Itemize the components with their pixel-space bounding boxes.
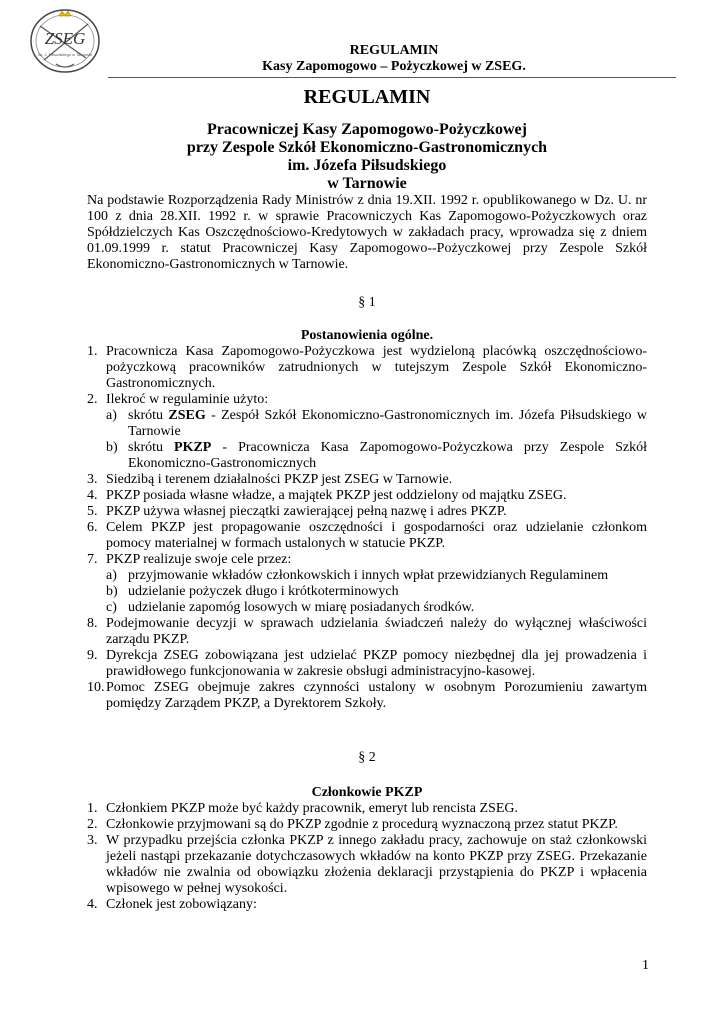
subtitle-line: przy Zespole Szkół Ekonomiczno-Gastronomicznych — [186, 139, 548, 156]
document-body — [87, 86, 647, 913]
sub-item-letter: a) — [106, 408, 117, 423]
header-divider — [108, 77, 676, 78]
item-number: 3. — [87, 833, 98, 848]
document-subtitle — [87, 121, 647, 193]
item-text: Ilekroć w regulaminie użyto: — [106, 392, 269, 407]
page-header — [120, 43, 668, 75]
section1-title: Postanowienia ogólne. — [300, 328, 434, 343]
sub-item-letter: b) — [106, 584, 118, 599]
item-number: 2. — [87, 392, 98, 407]
sub-item — [106, 568, 647, 584]
list-item — [87, 680, 647, 712]
item-text: Pracownicza Kasa Zapomogowo-Pożyczkowa jest wydzieloną placówką oszczędnościowo-pożyczkową pracowników zatrudnionych w tutejszym Zespole Szkół Ekonomiczno-Gastronomicznych. — [106, 344, 647, 391]
sub-item — [106, 408, 647, 440]
section1-mark: § 1 — [358, 295, 376, 310]
list-item — [87, 488, 647, 504]
list-item — [87, 472, 647, 488]
item-text: PKZP posiada własne władze, a majątek PKZP jest oddzielony od majątku ZSEG. — [106, 488, 567, 503]
header-line1: REGULAMIN — [349, 43, 439, 58]
item-number: 10. — [87, 680, 105, 695]
subtitle-line: Pracowniczej Kasy Zapomogowo-Pożyczkowej — [207, 121, 527, 138]
list-item — [87, 897, 647, 913]
section2-mark: § 2 — [358, 750, 376, 765]
item-text: Dyrekcja ZSEG zobowiązana jest udzielać PKZP pomocy niezbędnej dla jej prowadzenia i prawidłowego funkcjonowania w zakresie obsługi administracyjno-kasowej. — [106, 648, 647, 679]
item-text: Członek jest zobowiązany: — [106, 897, 257, 912]
abbreviation: ZSEG — [168, 408, 206, 423]
list-item — [87, 648, 647, 680]
sub-item-text: przyjmowanie wkładów członkowskich i innych wpłat przewidzianych Regulaminem — [128, 568, 609, 583]
item-number: 4. — [87, 488, 98, 503]
sub-item-text: udzielanie pożyczek długo i krótkoterminowych — [128, 584, 399, 599]
item-number: 4. — [87, 897, 98, 912]
sub-item-text: skrótu — [128, 440, 175, 455]
list-item — [87, 344, 647, 392]
item-text: Siedzibą i terenem działalności PKZP jest ZSEG w Tarnowie. — [106, 472, 453, 487]
sub-item-text: - Pracownicza Kasa Zapomogowo-Pożyczkowa przy Zespole Szkół Ekonomiczno-Gastronomicznych — [128, 440, 647, 471]
list-item — [87, 833, 647, 897]
sub-item — [106, 584, 647, 600]
sub-item-text: skrótu — [128, 408, 169, 423]
school-logo — [26, 6, 104, 76]
item-text: Członkowie przyjmowani są do PKZP zgodnie z procedurą wyznaczoną przez statut PKZP. — [106, 817, 618, 832]
header-line2: Kasy Zapomogowo – Pożyczkowej w ZSEG. — [262, 59, 526, 74]
list-item — [87, 392, 647, 472]
item-number: 1. — [87, 344, 98, 359]
sub-item-text: udzielanie zapomóg losowych w miarę posiadanych środków. — [128, 600, 475, 615]
item-text: Celem PKZP jest propagowanie oszczędności i gospodarności oraz udzielanie członkom pomocy materialnej w formach ustalonych w statucie PKZP. — [106, 520, 647, 551]
logo-text: ZSEG — [44, 29, 86, 48]
page-number: 1 — [642, 958, 649, 973]
sub-item-letter: a) — [106, 568, 117, 583]
item-text: Pomoc ZSEG obejmuje zakres czynności ustalony w osobnym Porozumieniu zawartym pomiędzy Zarządem PKZP, a Dyrektorem Szkoły. — [106, 680, 647, 711]
intro-paragraph: Na podstawie Rozporządzenia Rady Ministrów z dnia 19.XII. 1992 r. opublikowanego w Dz. U. nr 100 z dnia 28.XII. 1992 r. w sprawie Pracowniczych Kas Zapomogowo-Pożyczkowych oraz Spółdzielczych Kas Oszczędnościowo-Kredytowych w zakładach pracy, wprowadza się z dniem 01.09.1999 r. statut Pracowniczej Kasy Zapomogowo--Pożyczkowej przy Zespole Szkół Ekonomiczno-Gastronomicznych w Tarnowie. — [87, 193, 647, 272]
list-item — [87, 817, 647, 833]
list-item — [87, 801, 647, 817]
list-item — [87, 552, 647, 616]
list-item — [87, 616, 647, 648]
item-number: 1. — [87, 801, 98, 816]
item-number: 3. — [87, 472, 98, 487]
item-number: 8. — [87, 616, 98, 631]
sub-item-text: - Zespół Szkół Ekonomiczno-Gastronomicznych im. Józefa Piłsudskiego w Tarnowie — [128, 408, 648, 439]
abbreviation: PKZP — [174, 440, 212, 455]
item-number: 6. — [87, 520, 98, 535]
sub-item — [106, 440, 647, 472]
item-text: Podejmowanie decyzji w sprawach udzielania świadczeń należy do wyłącznej właściwości zarządu PKZP. — [106, 616, 647, 647]
section2-title: Członkowie PKZP — [311, 785, 423, 800]
item-number: 2. — [87, 817, 98, 832]
sub-item — [106, 600, 647, 616]
item-text: Członkiem PKZP może być każdy pracownik, emeryt lub rencista ZSEG. — [106, 801, 518, 816]
sub-item-letter: b) — [106, 440, 118, 455]
item-number: 7. — [87, 552, 98, 567]
document-title: REGULAMIN — [303, 86, 431, 108]
item-text: PKZP realizuje swoje cele przez: — [106, 552, 292, 567]
subtitle-line: im. Józefa Piłsudskiego — [287, 157, 447, 174]
item-number: 5. — [87, 504, 98, 519]
item-number: 9. — [87, 648, 98, 663]
logo-caption: im. J. Piłsudskiego w Tarnowie — [37, 52, 93, 57]
list-item — [87, 504, 647, 520]
list-item — [87, 520, 647, 552]
section2-list — [87, 801, 647, 913]
item-text: PKZP używa własnej pieczątki zawierającej pełną nazwę i adres PKZP. — [106, 504, 507, 519]
sub-item-letter: c) — [106, 600, 117, 615]
subtitle-line: w Tarnowie — [327, 175, 407, 192]
section1-list — [87, 344, 647, 712]
item-text: W przypadku przejścia członka PKZP z innego zakładu pracy, zachowuje on staż członkowski jeżeli nastąpi przekazanie dotychczasowych wkładów na konto PKZP przy ZSEG. Przekazanie wkładów nie zwalnia od obowiązku złożenia deklaracji przystąpienia do PKZP i wpłacenia wpisowego w pełnej wysokości. — [106, 833, 647, 896]
